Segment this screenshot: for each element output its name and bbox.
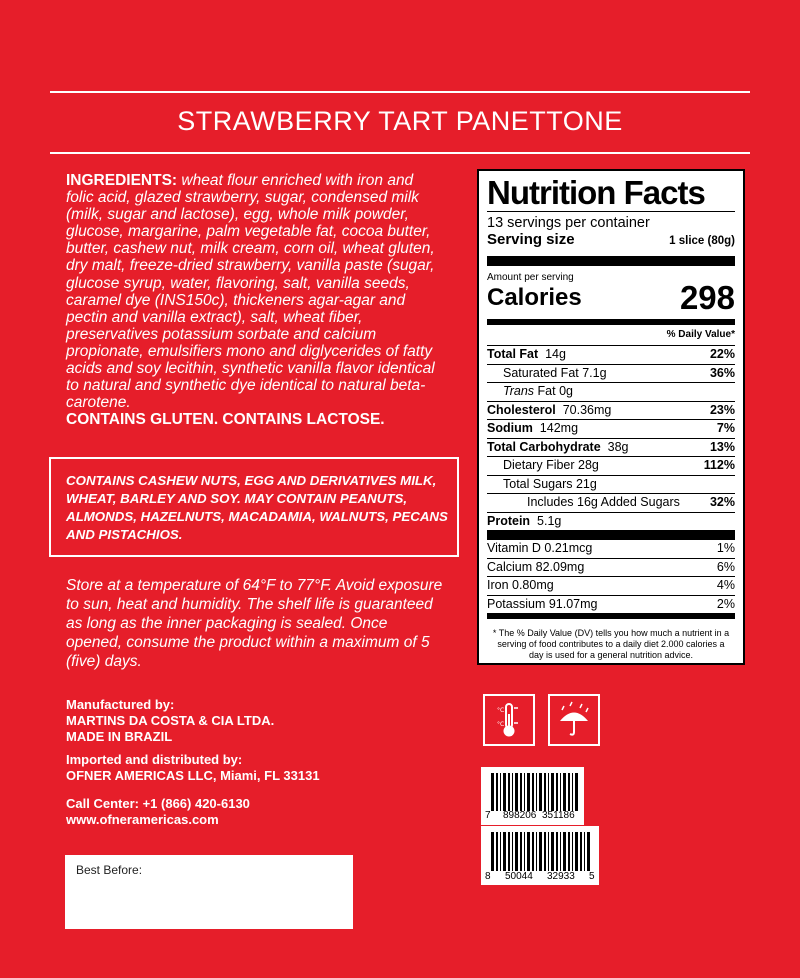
barcode-bar bbox=[536, 773, 537, 811]
barcode-bar bbox=[548, 832, 549, 871]
barcode-bar bbox=[560, 832, 561, 871]
barcode-2-digit-1: 8 bbox=[485, 871, 491, 882]
barcode-bar bbox=[587, 832, 590, 871]
barcode-bar bbox=[515, 773, 518, 811]
trans-fat-label: Fat bbox=[537, 384, 556, 398]
nutrition-facts-label bbox=[477, 169, 745, 665]
barcode-bar bbox=[524, 832, 525, 871]
fiber-label: Dietary Fiber bbox=[503, 458, 575, 472]
storage-instructions: Store at a temperature of 64°F to 77°F. Avoid exposure to sun, heat and humidity. The shelf life is guaranteed as long as the inner packaging is sealed. Once opened, consume the product within a maximum of 5 (five) days. bbox=[66, 577, 443, 670]
best-before-label: Best Before: bbox=[76, 863, 143, 877]
best-before-box bbox=[65, 855, 353, 929]
title-rule bbox=[50, 152, 750, 154]
call-center: Call Center: +1 (866) 420-6130 bbox=[66, 796, 250, 811]
total-fat-label: Total Fat bbox=[487, 347, 539, 361]
iron-row bbox=[487, 576, 735, 595]
total-fat-amount: 14g bbox=[545, 347, 566, 361]
sat-fat-label: Saturated Fat bbox=[503, 365, 579, 380]
barcode-bar bbox=[496, 832, 498, 871]
barcode-bar bbox=[508, 832, 510, 871]
calcium-dv: 6% bbox=[716, 559, 735, 574]
fiber-row bbox=[487, 456, 735, 475]
manufacturer-block bbox=[66, 697, 274, 744]
barcode-1-digits-2: 898206 bbox=[503, 810, 537, 821]
servings-per-container: 13 servings per container bbox=[487, 215, 650, 231]
serving-size-value: 1 slice (80g) bbox=[669, 235, 735, 247]
barcode-bar bbox=[527, 773, 530, 811]
carb-dv: 13% bbox=[709, 439, 735, 454]
iron-label: Iron 0.80mg bbox=[487, 578, 554, 592]
barcode-bar bbox=[556, 832, 558, 871]
barcode-bar bbox=[551, 773, 554, 811]
trans-fat-row bbox=[487, 382, 735, 401]
cholesterol-label: Cholesterol bbox=[487, 402, 556, 417]
ingredients-text bbox=[66, 172, 440, 428]
allergen-box bbox=[49, 457, 459, 557]
added-sugars-dv: 32% bbox=[709, 495, 735, 509]
sat-fat-amount: 7.1g bbox=[582, 365, 607, 380]
barcode-bar bbox=[539, 832, 542, 871]
barcode-bar bbox=[536, 832, 537, 871]
barcode-bar bbox=[491, 832, 494, 871]
vitamin-d-row bbox=[487, 540, 735, 558]
sat-fat-dv: 36% bbox=[709, 365, 735, 380]
barcode-1-digits-3: 351186 bbox=[542, 810, 575, 821]
calcium-label: Calcium 82.09mg bbox=[487, 559, 585, 574]
barcode-bar bbox=[560, 773, 561, 811]
umbrella-icon bbox=[550, 696, 598, 744]
carbohydrate-row bbox=[487, 438, 735, 457]
svg-text:°C: °C bbox=[497, 721, 505, 728]
saturated-fat-row bbox=[487, 364, 735, 383]
sodium-row bbox=[487, 419, 735, 438]
thick-divider-2 bbox=[487, 530, 735, 540]
barcode-bar bbox=[575, 773, 578, 811]
barcode-bar bbox=[568, 832, 570, 871]
divider bbox=[487, 211, 735, 212]
barcode-2 bbox=[481, 826, 599, 885]
contains-statement: CONTAINS GLUTEN. CONTAINS LACTOSE. bbox=[66, 411, 385, 429]
importer-label: Imported and distributed by: bbox=[66, 752, 243, 767]
cholesterol-row bbox=[487, 401, 735, 420]
product-title: STRAWBERRY TART PANETTONE bbox=[177, 106, 623, 136]
top-rule bbox=[50, 91, 750, 93]
vitamin-d-label: Vitamin D 0.21mcg bbox=[487, 541, 593, 555]
nutrition-title: Nutrition Facts bbox=[487, 174, 705, 211]
ingredients-list: wheat flour enriched with iron and folic acid, glazed strawberry, sugar, condensed milk (milk, sugar and lactose), egg, whole milk powder, glucose, margarine, palm vegetable fat, cocoa butter, butter, cashew nut, milk cream, corn oil, wheat gluten, dry malt, freeze-dried strawberry, vanilla paste (sugar, glucose syrup, water, flavoring, salt, vanilla seeds, caramel dye (INS150c), thickeners agar-agar and pectin and vanilla extract), salt, wheat fiber, preservatives potassium sorbate and calcium propionate, emulsifiers mono and diglycerides of fatty acids and soy lecithin, synthetic vanilla flavor identical to natural and synthetic dye identical to natural beta-carotene. bbox=[66, 172, 435, 412]
amount-per-serving: Amount per serving bbox=[487, 272, 574, 283]
barcode-bar bbox=[532, 832, 534, 871]
potassium-dv: 2% bbox=[716, 596, 735, 611]
barcode-bar bbox=[556, 773, 558, 811]
contact-block bbox=[66, 796, 250, 828]
temperature-icon-box bbox=[483, 694, 535, 746]
barcode-bar bbox=[563, 832, 566, 871]
barcode-bar bbox=[500, 832, 501, 871]
sugars-amount: 21g bbox=[575, 476, 597, 491]
barcode-bar bbox=[580, 832, 582, 871]
barcode-bar bbox=[544, 832, 546, 871]
cholesterol-dv: 23% bbox=[709, 402, 735, 417]
manufacturer-name: MARTINS DA COSTA & CIA LTDA. bbox=[66, 712, 275, 728]
calories-value: 298 bbox=[679, 279, 735, 316]
serving-size-row bbox=[487, 231, 735, 250]
manufacturer-label: Manufactured by: bbox=[66, 697, 175, 712]
importer-name: OFNER AMERICAS LLC, Miami, FL 33131 bbox=[66, 767, 320, 783]
calories-row bbox=[487, 279, 735, 316]
barcode-bar bbox=[539, 773, 542, 811]
barcode-bar bbox=[496, 773, 498, 811]
daily-value-footnote: * The % Daily Value (DV) tells you how much a nutrient in a serving of food contributes to a daily diet 2.000 calories a day is used for a general nutrition advice. bbox=[492, 628, 730, 660]
thermometer-icon bbox=[485, 696, 533, 744]
sodium-label: Sodium bbox=[487, 421, 533, 435]
potassium-row bbox=[487, 595, 735, 614]
barcode-bar bbox=[544, 773, 546, 811]
manufacturer-origin: MADE IN BRAZIL bbox=[66, 728, 173, 744]
iron-dv: 4% bbox=[716, 578, 735, 592]
fiber-amount: 28g bbox=[578, 458, 599, 472]
vitamin-d-dv: 1% bbox=[716, 541, 735, 555]
trans-label-italic: Trans bbox=[503, 384, 535, 398]
barcode-2-digit-4: 5 bbox=[589, 871, 595, 882]
trans-fat-amount: 0g bbox=[559, 384, 573, 398]
barcode-bar bbox=[503, 832, 506, 871]
sodium-dv: 7% bbox=[716, 421, 735, 435]
serving-size-label: Serving size bbox=[487, 231, 575, 248]
barcode-bar bbox=[572, 773, 573, 811]
importer-block bbox=[66, 752, 320, 784]
barcode-bar bbox=[508, 773, 510, 811]
barcode-1-digit-1: 7 bbox=[485, 810, 491, 821]
barcode-2-digits-3: 32933 bbox=[547, 871, 575, 882]
protein-row bbox=[487, 512, 735, 531]
sugars-row bbox=[487, 475, 735, 494]
calcium-row bbox=[487, 558, 735, 577]
carb-amount: 38g bbox=[607, 439, 629, 454]
barcode-bar bbox=[512, 832, 513, 871]
potassium-label: Potassium 91.07mg bbox=[487, 596, 598, 611]
barcode-2-bars bbox=[481, 826, 599, 885]
barcode-bar bbox=[568, 773, 570, 811]
cholesterol-amount: 70.36mg bbox=[562, 402, 612, 417]
barcode-bar bbox=[520, 832, 522, 871]
added-sugars-row bbox=[487, 493, 735, 512]
protein-label: Protein bbox=[487, 513, 531, 528]
total-fat-dv: 22% bbox=[709, 347, 735, 361]
ingredients-label: INGREDIENTS: bbox=[66, 172, 178, 189]
calories-label: Calories bbox=[487, 284, 582, 311]
barcode-bar bbox=[500, 773, 501, 811]
barcode-bar bbox=[551, 832, 554, 871]
thick-divider bbox=[487, 256, 735, 266]
barcode-2-digits-2: 50044 bbox=[505, 871, 533, 882]
total-fat-row bbox=[487, 345, 735, 364]
sodium-amount: 142mg bbox=[539, 421, 579, 435]
protein-amount: 5.1g bbox=[537, 513, 562, 528]
barcode-bar bbox=[548, 773, 549, 811]
humidity-icon-box bbox=[548, 694, 600, 746]
sugars-label: Total Sugars bbox=[503, 476, 573, 491]
website: www.ofneramericas.com bbox=[66, 811, 219, 827]
carb-label: Total Carbohydrate bbox=[487, 439, 601, 454]
barcode-bar bbox=[503, 773, 506, 811]
barcode-bar bbox=[532, 773, 534, 811]
barcode-bar bbox=[527, 832, 530, 871]
added-sugars-label: Includes 16g Added Sugars bbox=[527, 495, 680, 509]
barcode-bar bbox=[572, 832, 573, 871]
barcode-bar bbox=[575, 832, 578, 871]
barcode-bar bbox=[584, 832, 585, 871]
barcode-bar bbox=[563, 773, 566, 811]
allergen-text: CONTAINS CASHEW NUTS, EGG AND DERIVATIVES MILK, WHEAT, BARLEY AND SOY. MAY CONTAIN PEANUTS, ALMONDS, HAZELNUTS, MACADAMIA, WALNUTS, PECANS AND PISTACHIOS. bbox=[66, 473, 448, 542]
barcode-bar bbox=[512, 773, 513, 811]
barcode-bar bbox=[520, 773, 522, 811]
barcode-bar bbox=[515, 832, 518, 871]
barcode-1 bbox=[481, 767, 584, 825]
svg-text:°C: °C bbox=[497, 707, 505, 714]
barcode-bar bbox=[491, 773, 494, 811]
barcode-bar bbox=[524, 773, 525, 811]
fiber-dv: 112% bbox=[703, 458, 735, 472]
daily-value-header: % Daily Value* bbox=[666, 329, 735, 340]
